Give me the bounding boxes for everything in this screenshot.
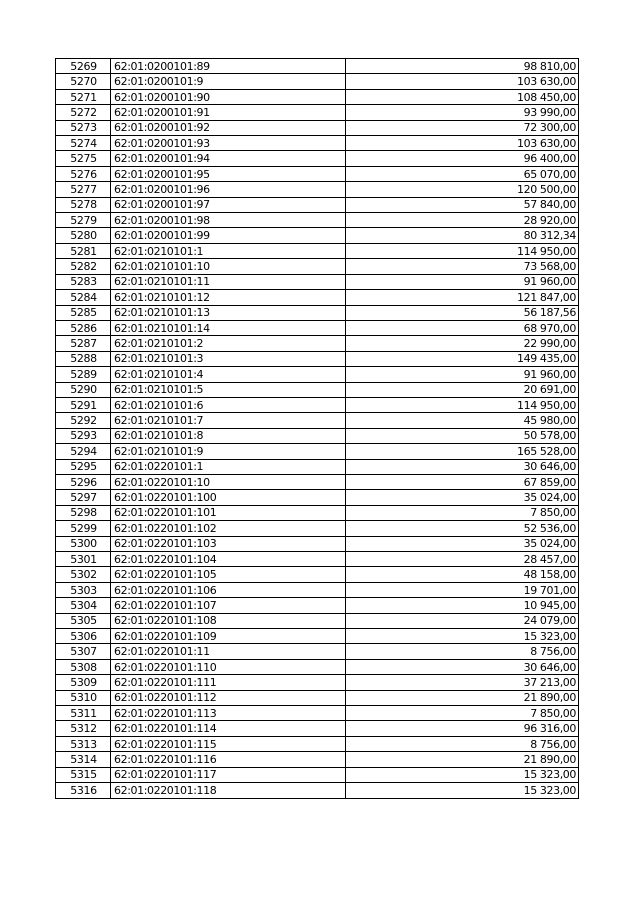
cadastral-value-cell: 45 980,00 [346, 413, 579, 428]
table-row [56, 166, 579, 181]
cadastral-value-cell: 22 990,00 [346, 336, 579, 351]
cadastral-value-cell: 7 850,00 [346, 505, 579, 520]
cadastral-value-cell: 65 070,00 [346, 166, 579, 181]
row-number-cell: 5288 [56, 351, 111, 366]
cadastral-value-table [55, 58, 579, 799]
cadastral-number-cell: 62:01:0220101:105 [111, 567, 346, 582]
table-row [56, 736, 579, 751]
table-row [56, 89, 579, 104]
table-row [56, 428, 579, 443]
cadastral-value-cell: 96 316,00 [346, 721, 579, 736]
table-row [56, 552, 579, 567]
cadastral-number-cell: 62:01:0210101:6 [111, 397, 346, 412]
cadastral-number-cell: 62:01:0210101:13 [111, 305, 346, 320]
row-number-cell: 5281 [56, 243, 111, 258]
row-number-cell: 5287 [56, 336, 111, 351]
table-row [56, 598, 579, 613]
cadastral-value-cell: 28 920,00 [346, 213, 579, 228]
cadastral-value-cell: 165 528,00 [346, 444, 579, 459]
cadastral-number-cell: 62:01:0220101:113 [111, 706, 346, 721]
table-row [56, 305, 579, 320]
cadastral-number-cell: 62:01:0210101:12 [111, 290, 346, 305]
cadastral-value-cell: 103 630,00 [346, 136, 579, 151]
row-number-cell: 5295 [56, 459, 111, 474]
table-row [56, 474, 579, 489]
cadastral-number-cell: 62:01:0220101:106 [111, 582, 346, 597]
table-row [56, 490, 579, 505]
table-row [56, 582, 579, 597]
table-row [56, 413, 579, 428]
cadastral-number-cell: 62:01:0220101:108 [111, 613, 346, 628]
table-row [56, 459, 579, 474]
row-number-cell: 5301 [56, 552, 111, 567]
table-row [56, 213, 579, 228]
cadastral-value-cell: 48 158,00 [346, 567, 579, 582]
cadastral-value-cell: 30 646,00 [346, 659, 579, 674]
cadastral-value-cell: 20 691,00 [346, 382, 579, 397]
cadastral-value-cell: 72 300,00 [346, 120, 579, 135]
cadastral-value-cell: 35 024,00 [346, 490, 579, 505]
cadastral-value-cell: 50 578,00 [346, 428, 579, 443]
row-number-cell: 5280 [56, 228, 111, 243]
cadastral-value-cell: 120 500,00 [346, 182, 579, 197]
row-number-cell: 5286 [56, 320, 111, 335]
row-number-cell: 5285 [56, 305, 111, 320]
table-row [56, 105, 579, 120]
table-row [56, 644, 579, 659]
cadastral-value-cell: 52 536,00 [346, 521, 579, 536]
cadastral-number-cell: 62:01:0210101:8 [111, 428, 346, 443]
row-number-cell: 5274 [56, 136, 111, 151]
cadastral-number-cell: 62:01:0210101:4 [111, 367, 346, 382]
cadastral-value-cell: 15 323,00 [346, 767, 579, 782]
cadastral-number-cell: 62:01:0200101:93 [111, 136, 346, 151]
cadastral-number-cell: 62:01:0200101:96 [111, 182, 346, 197]
cadastral-number-cell: 62:01:0220101:10 [111, 474, 346, 489]
row-number-cell: 5313 [56, 736, 111, 751]
cadastral-value-cell: 103 630,00 [346, 74, 579, 89]
row-number-cell: 5282 [56, 259, 111, 274]
table-row [56, 752, 579, 767]
row-number-cell: 5277 [56, 182, 111, 197]
row-number-cell: 5298 [56, 505, 111, 520]
cadastral-number-cell: 62:01:0220101:1 [111, 459, 346, 474]
table-body [56, 59, 579, 799]
table-row [56, 783, 579, 798]
row-number-cell: 5306 [56, 629, 111, 644]
cadastral-value-cell: 91 960,00 [346, 274, 579, 289]
cadastral-number-cell: 62:01:0220101:101 [111, 505, 346, 520]
cadastral-value-cell: 28 457,00 [346, 552, 579, 567]
cadastral-value-cell: 57 840,00 [346, 197, 579, 212]
row-number-cell: 5294 [56, 444, 111, 459]
row-number-cell: 5290 [56, 382, 111, 397]
cadastral-value-cell: 15 323,00 [346, 783, 579, 798]
table-row [56, 444, 579, 459]
row-number-cell: 5310 [56, 690, 111, 705]
cadastral-number-cell: 62:01:0220101:109 [111, 629, 346, 644]
row-number-cell: 5269 [56, 59, 111, 74]
cadastral-value-cell: 8 756,00 [346, 736, 579, 751]
cadastral-number-cell: 62:01:0210101:1 [111, 243, 346, 258]
table-row [56, 151, 579, 166]
row-number-cell: 5297 [56, 490, 111, 505]
cadastral-value-cell: 10 945,00 [346, 598, 579, 613]
cadastral-number-cell: 62:01:0200101:98 [111, 213, 346, 228]
cadastral-value-cell: 7 850,00 [346, 706, 579, 721]
cadastral-number-cell: 62:01:0210101:5 [111, 382, 346, 397]
row-number-cell: 5276 [56, 166, 111, 181]
cadastral-number-cell: 62:01:0200101:92 [111, 120, 346, 135]
row-number-cell: 5275 [56, 151, 111, 166]
row-number-cell: 5312 [56, 721, 111, 736]
table-row [56, 505, 579, 520]
cadastral-number-cell: 62:01:0220101:118 [111, 783, 346, 798]
cadastral-value-cell: 21 890,00 [346, 690, 579, 705]
cadastral-number-cell: 62:01:0200101:91 [111, 105, 346, 120]
row-number-cell: 5305 [56, 613, 111, 628]
table-row [56, 659, 579, 674]
row-number-cell: 5311 [56, 706, 111, 721]
cadastral-value-cell: 80 312,34 [346, 228, 579, 243]
cadastral-number-cell: 62:01:0200101:97 [111, 197, 346, 212]
row-number-cell: 5279 [56, 213, 111, 228]
row-number-cell: 5272 [56, 105, 111, 120]
row-number-cell: 5307 [56, 644, 111, 659]
cadastral-number-cell: 62:01:0220101:100 [111, 490, 346, 505]
table-row [56, 182, 579, 197]
cadastral-number-cell: 62:01:0210101:11 [111, 274, 346, 289]
cadastral-value-cell: 19 701,00 [346, 582, 579, 597]
table-row [56, 243, 579, 258]
cadastral-value-cell: 24 079,00 [346, 613, 579, 628]
table-row [56, 675, 579, 690]
cadastral-number-cell: 62:01:0200101:94 [111, 151, 346, 166]
cadastral-number-cell: 62:01:0220101:11 [111, 644, 346, 659]
cadastral-number-cell: 62:01:0220101:112 [111, 690, 346, 705]
table-row [56, 690, 579, 705]
cadastral-number-cell: 62:01:0220101:116 [111, 752, 346, 767]
cadastral-number-cell: 62:01:0200101:9 [111, 74, 346, 89]
cadastral-number-cell: 62:01:0210101:14 [111, 320, 346, 335]
table-row [56, 74, 579, 89]
row-number-cell: 5283 [56, 274, 111, 289]
cadastral-value-cell: 67 859,00 [346, 474, 579, 489]
cadastral-number-cell: 62:01:0220101:114 [111, 721, 346, 736]
cadastral-value-cell: 98 810,00 [346, 59, 579, 74]
row-number-cell: 5299 [56, 521, 111, 536]
row-number-cell: 5309 [56, 675, 111, 690]
cadastral-value-cell: 8 756,00 [346, 644, 579, 659]
table-row [56, 613, 579, 628]
cadastral-number-cell: 62:01:0200101:95 [111, 166, 346, 181]
row-number-cell: 5314 [56, 752, 111, 767]
table-row [56, 290, 579, 305]
row-number-cell: 5289 [56, 367, 111, 382]
table-row [56, 721, 579, 736]
cadastral-value-cell: 91 960,00 [346, 367, 579, 382]
row-number-cell: 5296 [56, 474, 111, 489]
row-number-cell: 5273 [56, 120, 111, 135]
row-number-cell: 5284 [56, 290, 111, 305]
row-number-cell: 5291 [56, 397, 111, 412]
cadastral-value-cell: 149 435,00 [346, 351, 579, 366]
cadastral-value-cell: 35 024,00 [346, 536, 579, 551]
cadastral-number-cell: 62:01:0220101:115 [111, 736, 346, 751]
cadastral-number-cell: 62:01:0210101:7 [111, 413, 346, 428]
row-number-cell: 5292 [56, 413, 111, 428]
cadastral-value-cell: 73 568,00 [346, 259, 579, 274]
cadastral-number-cell: 62:01:0220101:111 [111, 675, 346, 690]
cadastral-value-cell: 93 990,00 [346, 105, 579, 120]
cadastral-value-cell: 108 450,00 [346, 89, 579, 104]
table-row [56, 197, 579, 212]
cadastral-value-cell: 21 890,00 [346, 752, 579, 767]
row-number-cell: 5270 [56, 74, 111, 89]
table-row [56, 120, 579, 135]
cadastral-number-cell: 62:01:0220101:102 [111, 521, 346, 536]
row-number-cell: 5303 [56, 582, 111, 597]
table-row [56, 382, 579, 397]
cadastral-number-cell: 62:01:0200101:90 [111, 89, 346, 104]
cadastral-number-cell: 62:01:0210101:9 [111, 444, 346, 459]
cadastral-number-cell: 62:01:0220101:107 [111, 598, 346, 613]
cadastral-value-cell: 96 400,00 [346, 151, 579, 166]
cadastral-number-cell: 62:01:0210101:2 [111, 336, 346, 351]
cadastral-value-cell: 56 187,56 [346, 305, 579, 320]
cadastral-number-cell: 62:01:0220101:110 [111, 659, 346, 674]
table-row [56, 767, 579, 782]
cadastral-number-cell: 62:01:0200101:99 [111, 228, 346, 243]
row-number-cell: 5316 [56, 783, 111, 798]
table-row [56, 259, 579, 274]
table-row [56, 320, 579, 335]
cadastral-number-cell: 62:01:0220101:104 [111, 552, 346, 567]
row-number-cell: 5278 [56, 197, 111, 212]
table-row [56, 397, 579, 412]
cadastral-value-cell: 30 646,00 [346, 459, 579, 474]
table-row [56, 228, 579, 243]
table-row [56, 59, 579, 74]
table-row [56, 367, 579, 382]
table-row [56, 521, 579, 536]
cadastral-value-cell: 68 970,00 [346, 320, 579, 335]
cadastral-number-cell: 62:01:0210101:3 [111, 351, 346, 366]
cadastral-number-cell: 62:01:0220101:117 [111, 767, 346, 782]
table-row [56, 629, 579, 644]
table-row [56, 136, 579, 151]
cadastral-value-cell: 121 847,00 [346, 290, 579, 305]
cadastral-value-cell: 114 950,00 [346, 397, 579, 412]
cadastral-value-cell: 114 950,00 [346, 243, 579, 258]
table-row [56, 274, 579, 289]
cadastral-value-cell: 15 323,00 [346, 629, 579, 644]
table-row [56, 567, 579, 582]
table-row [56, 536, 579, 551]
cadastral-number-cell: 62:01:0220101:103 [111, 536, 346, 551]
row-number-cell: 5293 [56, 428, 111, 443]
row-number-cell: 5271 [56, 89, 111, 104]
row-number-cell: 5304 [56, 598, 111, 613]
row-number-cell: 5300 [56, 536, 111, 551]
cadastral-value-cell: 37 213,00 [346, 675, 579, 690]
cadastral-number-cell: 62:01:0210101:10 [111, 259, 346, 274]
row-number-cell: 5308 [56, 659, 111, 674]
cadastral-number-cell: 62:01:0200101:89 [111, 59, 346, 74]
table-row [56, 336, 579, 351]
table-row [56, 351, 579, 366]
row-number-cell: 5302 [56, 567, 111, 582]
table-row [56, 706, 579, 721]
row-number-cell: 5315 [56, 767, 111, 782]
